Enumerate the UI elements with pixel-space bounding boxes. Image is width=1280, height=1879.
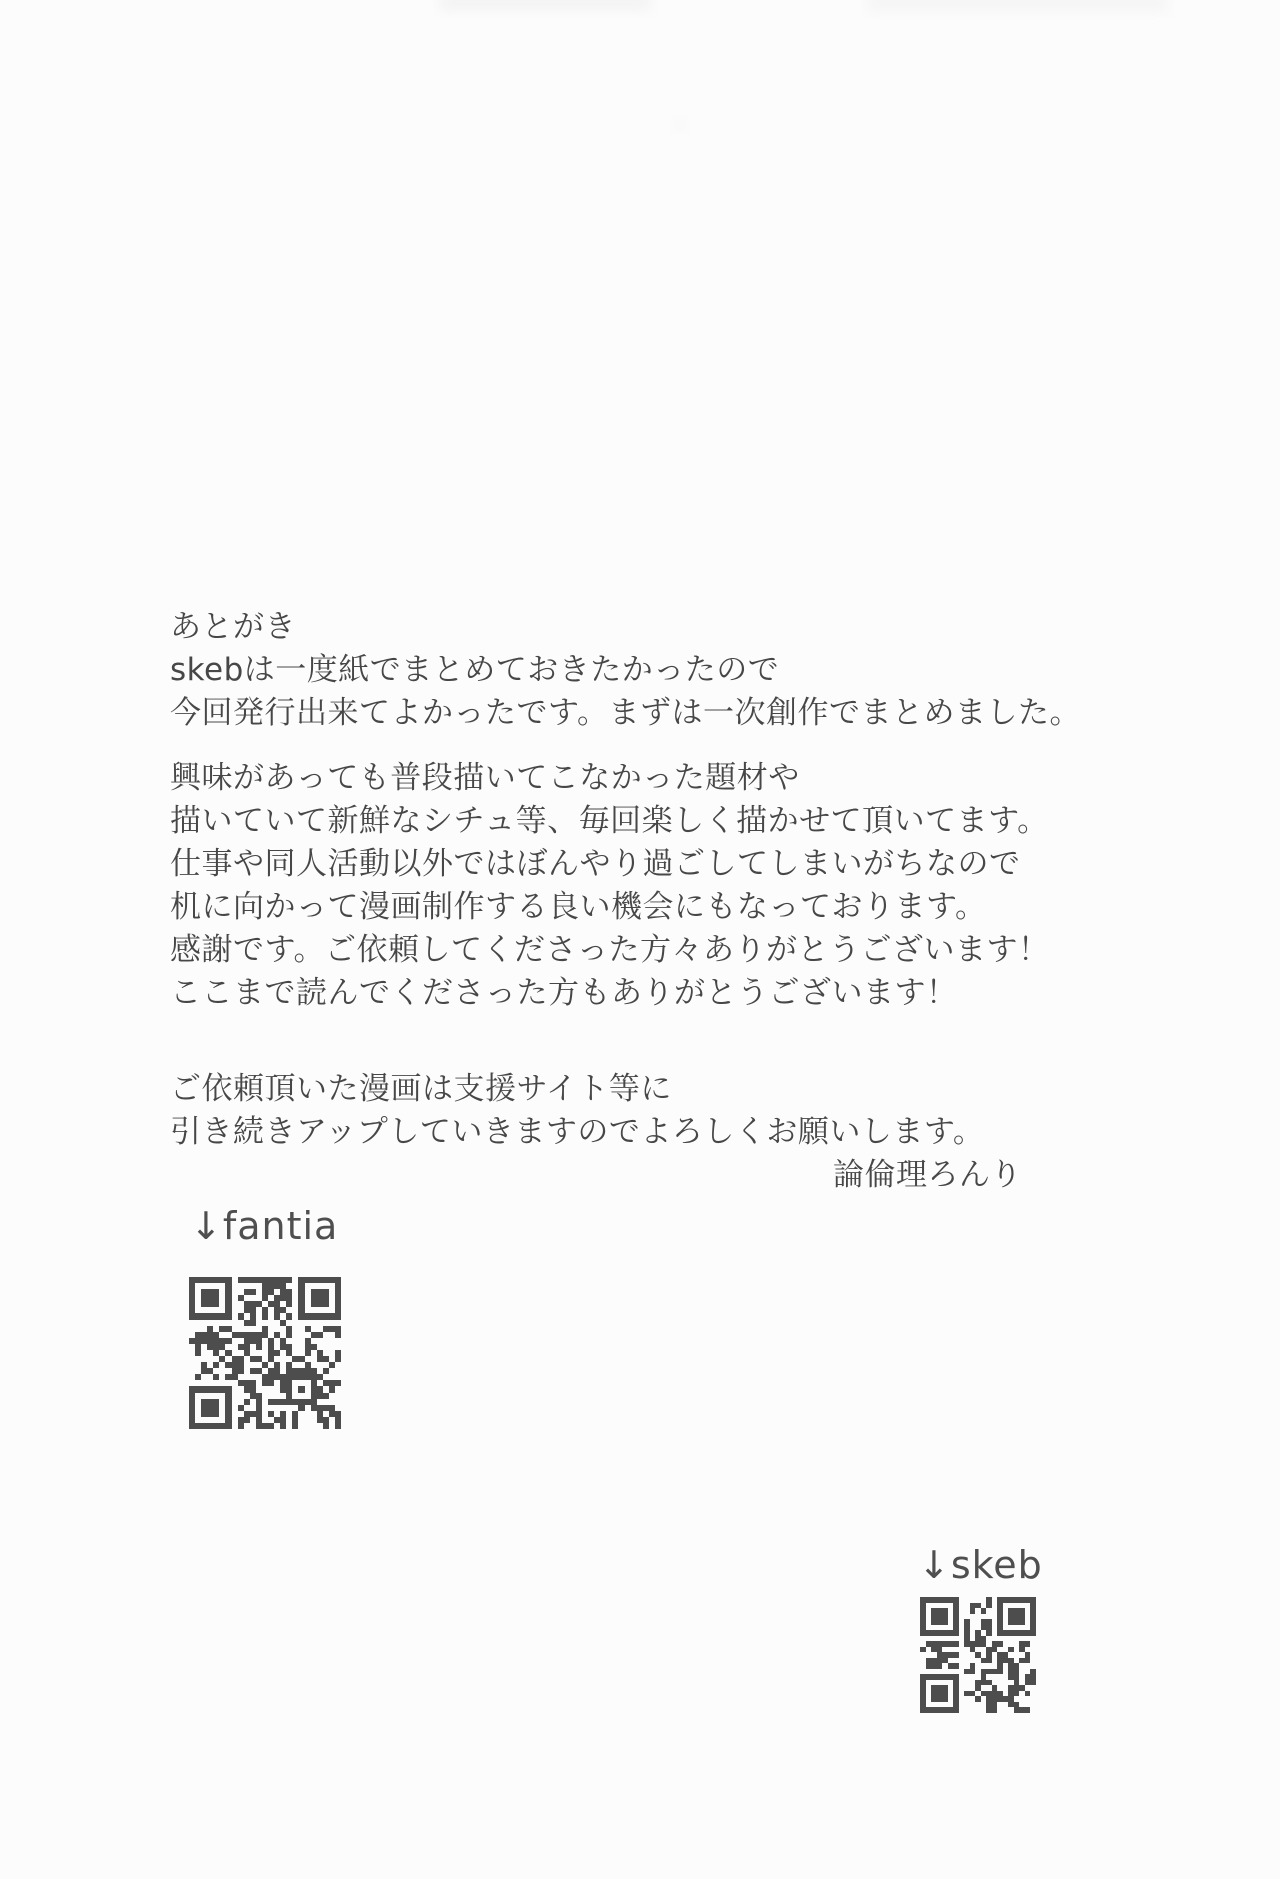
afterword-text-line: 興味があっても普段描いてこなかった題材や — [170, 760, 800, 796]
skeb-qr-code — [920, 1597, 1036, 1713]
fantia-qr-code — [189, 1277, 341, 1429]
scan-artifact — [676, 122, 684, 128]
afterword-text-line: 机に向かって漫画制作する良い機会にもなっております。 — [170, 889, 987, 925]
afterword-body-paragraph — [170, 757, 1050, 1015]
author-signature: 論倫理ろんり — [833, 1157, 1022, 1193]
scan-artifact — [868, 0, 1168, 12]
afterword-text-line: skebは一度紙でまとめておきたかったので — [170, 652, 780, 688]
afterword-text-line: 感謝です。ご依頼してくださった方々ありがとうございます！ — [170, 932, 1050, 968]
afterword-title: あとがき — [170, 609, 296, 645]
skeb-qr-label: ↓skeb — [918, 1543, 1043, 1587]
afterword-text-line: 今回発行出来てよかったです。まずは一次創作でまとめました。 — [170, 695, 1082, 731]
afterword-intro-paragraph — [170, 606, 1081, 735]
afterword-text-line: 引き続きアップしていきますのでよろしくお願いします。 — [170, 1114, 985, 1150]
afterword-closing-paragraph — [170, 1068, 1022, 1197]
afterword-text-line: ご依頼頂いた漫画は支援サイト等に — [170, 1071, 672, 1107]
afterword-text-line: ここまで読んでくださった方もありがとうございます！ — [170, 975, 958, 1011]
afterword-text-line: 描いていて新鮮なシチュ等、毎回楽しく描かせて頂いてます。 — [170, 803, 1049, 839]
fantia-qr-label: ↓fantia — [190, 1204, 339, 1248]
afterword-text-line: 仕事や同人活動以外ではぼんやり過ごしてしまいがちなので — [170, 846, 1021, 882]
scan-artifact — [440, 0, 650, 10]
